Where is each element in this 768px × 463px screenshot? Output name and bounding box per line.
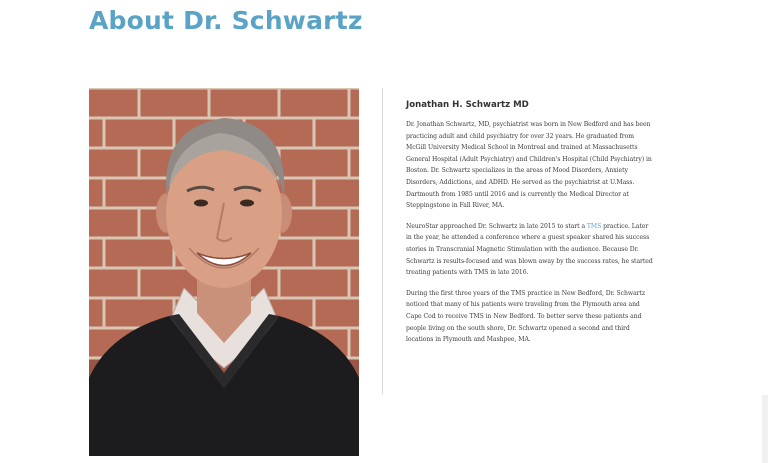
doctor-portrait	[89, 88, 359, 456]
bio-paragraph-3: During the first three years of the TMS practice in New Bedford, Dr. Schwartz noticed that many of his patients were traveling from the Plymouth area and Cape Cod to receive TMS in New Bedford. To better serve these patients and people living on the south shore, Dr. Schwartz opened a second and third locations in Plymouth and Mashpee, MA.	[406, 289, 646, 344]
bio-paragraph-2	[406, 221, 654, 279]
bio-paragraph-1: Dr. Jonathan Schwartz, MD, psychiatrist was born in New Bedford and has been practicing adult and child psychiatry for over 32 years. He graduated from McGill University Medical School in Montreal and trained at Massachusetts General Hospital (Adult Psychiatry) and Children's Hospital (Child Psychiatry) in Boston. Dr. Schwartz specializes in the areas of Mood Disorders, Anxiety Disorders, Addictions, and ADHD. He served as the psychiatrist at U.Mass. Dartmouth from 1985 until 2016 and is currently the Medical Director at Steppingstone in Fall River, MA.	[406, 121, 652, 210]
bio-paragraph-2-end: practice. Later in the year, he attended a conference where a guest speaker shared his success stories in Transcranial Magnetic Stimulation with the audience. Because Dr. Schwartz is results-focused and was blown away by the success rates, he started treating patients with TMS in late 2016.	[406, 222, 653, 277]
scrollbar[interactable]	[762, 395, 768, 463]
column-divider	[382, 88, 383, 394]
bio-paragraph-2-start: NeuroStar approached Dr. Schwartz in late 2015 to start a	[406, 222, 587, 230]
bio-name: Jonathan H. Schwartz MD	[406, 100, 529, 110]
doctor-portrait-photo	[89, 88, 359, 456]
page-title: About Dr. Schwartz	[89, 6, 363, 35]
tms-link[interactable]: TMS	[586, 222, 602, 230]
bio-section	[406, 100, 654, 355]
